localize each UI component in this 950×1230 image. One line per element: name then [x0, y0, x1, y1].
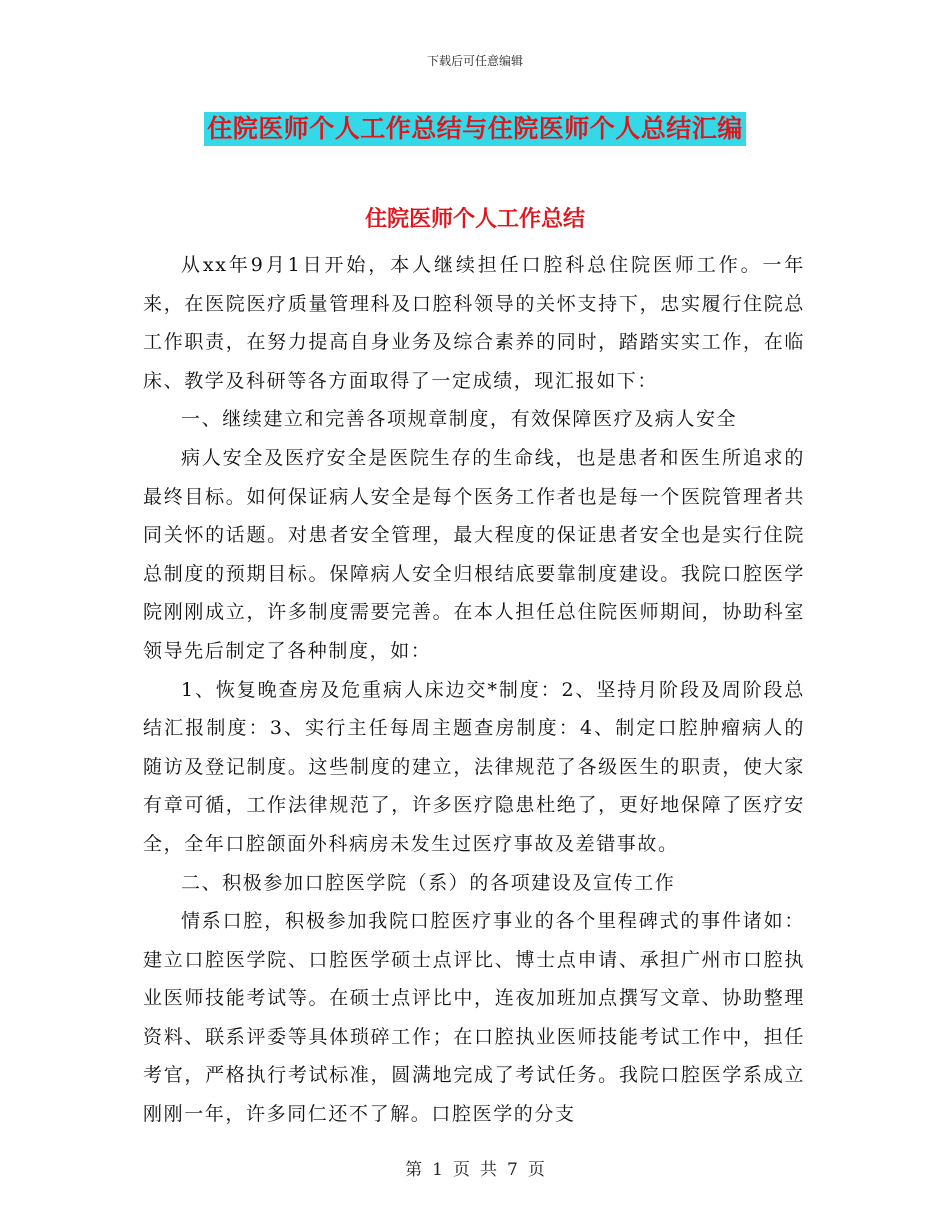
heading-one: 一、继续建立和完善各项规章制度，有效保障医疗及病人安全 — [181, 408, 738, 431]
footer-total-pages: 7 — [507, 1160, 518, 1180]
main-title-wrap — [0, 112, 950, 146]
footer-suffix: 页 — [527, 1160, 545, 1180]
paragraph-promotion: 情系口腔，积极参加我院口腔医疗事业的各个里程碑式的事件诸如：建立口腔医学院、口腔医学硕士点评比、博士点申请、承担广州市口腔执业医师技能考试等。在硕士点评比中，连夜加班加点撰写文章、协助整理资料、联系评委等具体琐碎工作；在口腔执业医师技能考试工作中，担任考官，严格执行考试标准，圆满地完成了考试任务。我院口腔医学系成立刚刚一年，许多同仁还不了解。口腔医学的分支 — [143, 910, 805, 1126]
document-body — [143, 246, 805, 1134]
paragraph-rules: 1、恢复晚查房及危重病人床边交*制度：2、坚持月阶段及周阶段总结汇报制度：3、实行主任每周主题查房制度：4、制定口腔肿瘤病人的随访及登记制度。这些制度的建立，法律规范了各级医生的职责，使大家有章可循，工作法律规范了，许多医疗隐患杜绝了，更好地保障了医疗安全，全年口腔颌面外科病房未发生过医疗事故及差错事故。 — [143, 678, 805, 855]
section-title: 住院医师个人工作总结 — [364, 207, 585, 232]
footer-page-number: 1 — [432, 1160, 443, 1180]
footer-page-label: 页 — [453, 1160, 470, 1180]
footer-prefix: 第 — [405, 1160, 423, 1180]
paragraph-intro: 从xx年9月1日开始，本人继续担任口腔科总住院医师工作。一年来，在医院医疗质量管理科及口腔科领导的关怀支持下，忠实履行住院总工作职责，在努力提高自身业务及综合素养的同时，踏踏实实工作，在临床、教学及科研等各方面取得了一定成绩，现汇报如下： — [143, 254, 805, 392]
header-note: 下载后可任意编辑 — [426, 54, 523, 68]
main-title: 住院医师个人工作总结与住院医师个人总结汇编 — [204, 112, 746, 146]
paragraph-safety: 病人安全及医疗安全是医院生存的生命线，也是患者和医生所追求的最终目标。如何保证病人安全是每个医务工作者也是每一个医院管理者共同关怀的话题。对患者安全管理，最大程度的保证患者安全也是实行住院总制度的预期目标。保障病人安全归根结底要靠制度建设。我院口腔医学院刚刚成立，许多制度需要完善。在本人担任总住院医师期间，协助科室领导先后制定了各种制度，如： — [143, 446, 805, 662]
heading-two: 二、积极参加口腔医学院（系）的各项建设及宣传工作 — [181, 871, 676, 894]
page-footer — [0, 1155, 950, 1180]
footer-total-label: 共 — [480, 1160, 497, 1180]
